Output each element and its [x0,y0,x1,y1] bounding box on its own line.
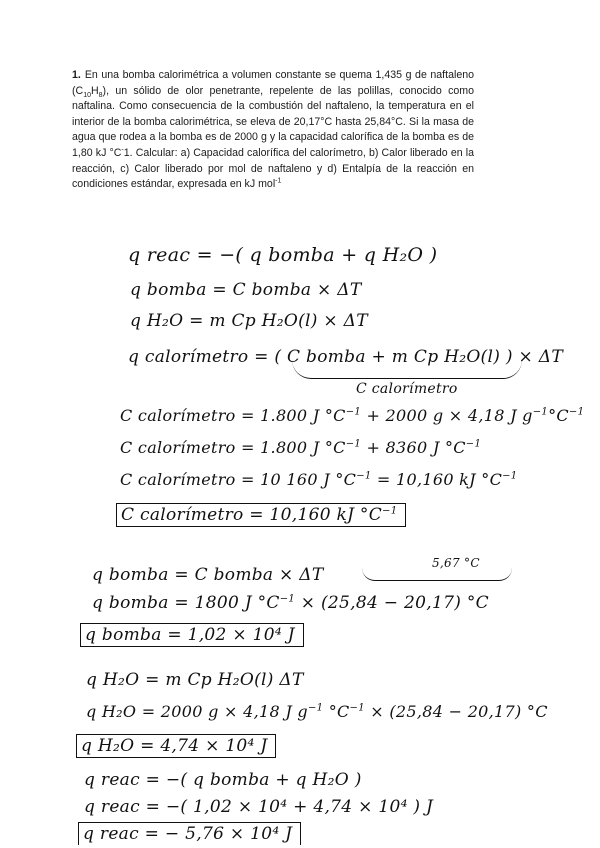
hw-exp-a: −1 [345,406,362,418]
hw-line-qh2o-2: q H₂O = m Cp H₂O(l) ΔT [86,670,304,690]
hw-line-ccal-3 [120,470,517,489]
hw-line-qcalorimetro: q calorímetro = ( C bomba + m Cp H₂O(l) ) × ΔT [128,347,563,367]
hw-exp-k: −1 [349,702,365,714]
problem-questions: 1. Calcular: a) Capacidad calorífica del calorímetro, b) Calor liberado en la reacción, c) Calor liberado por mol de naftaleno y d) Entalpía de la reacción en condiciones estándar, expresada en kJ mol [72,146,474,191]
hw-ccal-2b: + 8360 J °C [361,438,466,457]
hw-line-qreac: q reac = −( q bomba + q H₂O ) [128,244,438,266]
hw-under-label: C calorímetro [356,381,458,397]
hw-ccal-1a: C calorímetro = 1.800 J °C [120,406,346,425]
hw-result-ccal-text: C calorímetro = 10,160 kJ °C [121,505,383,525]
hw-line-qbomba-3 [92,593,489,613]
exponent-1: - [121,146,124,154]
hw-qbomba-3a: q bomba = 1800 J °C [92,593,280,613]
hw-ccal-1c: °C [548,406,569,425]
exponent-2: -1 [275,177,282,185]
hw-line-qreac-2: q reac = −( q bomba + q H₂O ) [84,770,362,790]
formula-h: H [90,84,99,97]
hw-ccal-1b: + 2000 g × 4,18 J g [361,406,533,425]
formula-c: C [75,84,84,97]
hw-line-qh2o: q H₂O = m Cp H₂O(l) × ΔT [130,311,368,331]
hw-qbomba-3b: × (25,84 − 20,17) °C [295,593,489,613]
hw-ccal-2a: C calorímetro = 1.800 J °C [120,438,346,457]
hw-line-qreac-3: q reac = −( 1,02 × 10⁴ + 4,74 × 10⁴ ) J [84,797,434,817]
hw-qh2o-3b: °C [323,702,350,721]
problem-statement [72,68,474,193]
hw-ccal-3b: = 10,160 kJ °C [371,470,503,489]
hw-exp-g: −1 [502,470,518,482]
formula-h-subscript: 8 [98,91,103,99]
problem-number: 1. [72,69,81,81]
hw-result-qbomba: q bomba = 1,02 × 10⁴ J [80,623,304,647]
hw-ccal-3a: C calorímetro = 10 160 J °C [120,470,357,489]
hw-exp-d: −1 [345,438,362,450]
hw-result-qreac: q reac = − 5,76 × 10⁴ J [78,822,301,845]
hw-result-qh2o: q H₂O = 4,74 × 10⁴ J [76,734,276,758]
hw-result-ccal [116,503,406,527]
hw-exp-b: −1 [532,406,549,418]
hw-exp-i: −1 [279,593,296,605]
problem-text-1: En una bomba calorimétrica a volumen constante se quema 1,435 g de naftaleno ( [72,69,474,97]
hw-exp-e: −1 [465,438,482,450]
problem-text-2: ), un sólido de olor penetrante, repelente de las polillas, conocido como naftalina. Como consecuencia de la combustión del naftaleno, la temperatura en el interior de la bomba calorimétrica, se eleva de 20,17°C hasta 25,84°C. Si la masa de agua que rodea a la bomba es de 2000 g y la capacidad calorífica de la bomba es de 1,80 kJ °C [72,84,474,159]
hw-qh2o-3c: × (25,84 − 20,17) °C [364,702,548,721]
formula-c-subscript: 10 [83,91,91,99]
hw-qh2o-3a: q H₂O = 2000 g × 4,18 J g [86,702,308,721]
hw-line-ccal-2 [120,438,481,457]
hw-exp-j: −1 [307,702,324,714]
delta-brace [362,568,512,581]
hw-delta-note: 5,67 °C [432,556,480,570]
hw-line-ccal-1 [120,406,584,425]
hw-line-qbomba-2: q bomba = C bomba × ΔT [92,565,324,585]
hw-line-qbomba: q bomba = C bomba × ΔT [130,280,362,300]
hw-exp-f: −1 [356,470,372,482]
hw-exp-c: −1 [568,406,585,418]
underbrace [292,360,522,379]
hw-line-qh2o-3 [86,702,548,721]
hw-exp-h: −1 [382,505,398,517]
